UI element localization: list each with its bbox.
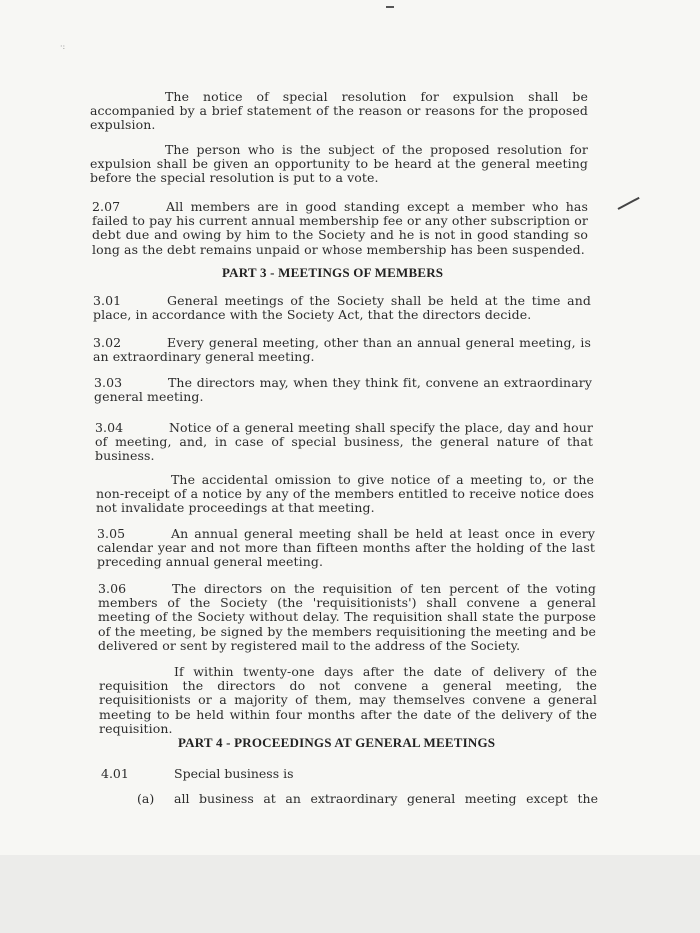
section-3-02	[93, 336, 591, 364]
item-a-text: all business at an extraordinary general meeting except the	[174, 791, 598, 806]
scanner-bed-margin	[0, 855, 700, 933]
part-3-heading: PART 3 - MEETINGS OF MEMBERS	[222, 265, 444, 280]
paragraph-expulsion-hearing: The person who is the subject of the proposed resolution for expulsion shall be given an opportunity to be heard at the general meeting before the special resolution is put to a vote.	[90, 142, 588, 186]
section-2-07	[92, 200, 588, 257]
margin-pen-mark	[618, 197, 640, 210]
section-number: 3.05	[97, 526, 126, 541]
section-3-01	[93, 294, 591, 322]
paragraph-expulsion-notice: The notice of special resolution for expulsion shall be accompanied by a brief statement of the reason or reasons for the proposed expulsion.	[90, 89, 588, 133]
section-number: 3.03	[94, 375, 123, 390]
scan-speck: ·:	[60, 42, 66, 51]
section-4-01-number: 4.01	[101, 766, 129, 781]
paragraph-twenty-one-days: If within twenty-one days after the date of delivery of the requisition the directors do not convene a general meeting, the requisitionists or a majority of them, may themselves convene a general meeting to be held within four months after the date of the delivery of the requisition.	[99, 664, 597, 736]
section-number: 3.04	[95, 420, 124, 435]
scan-mark	[386, 6, 394, 8]
section-3-03	[94, 376, 592, 404]
paragraph-accidental-omission: The accidental omission to give notice of a meeting to, or the non-receipt of a notice by any of the members entitled to receive notice does not invalidate proceedings at that meeting.	[96, 472, 594, 516]
section-3-06	[98, 582, 596, 653]
section-text: The directors on the requisition of ten percent of the voting members of the Society (the 'requisitionists') shall convene a general meeting of the Society without delay. The requisition shall state the purpose of the meeting, be signed by the members requisitioning the meeting and be delivered or sent by registered mail to the address of the Society.	[98, 581, 596, 653]
section-number: 3.01	[93, 293, 122, 308]
section-number: 3.02	[93, 335, 122, 350]
section-text: All members are in good standing except a member who has failed to pay his current annual membership fee or any other subscription or debt due and owing by him to the Society and he is not in good standing so long as the debt remains unpaid or whose membership has been suspended.	[92, 199, 588, 257]
part-4-heading: PART 4 - PROCEEDINGS AT GENERAL MEETINGS	[178, 735, 496, 750]
section-text: Every general meeting, other than an annual general meeting, is an extraordinary general meeting.	[93, 335, 591, 365]
section-3-05	[97, 527, 595, 570]
section-text: An annual general meeting shall be held at least once in every calendar year and not more than fifteen months after the holding of the last preceding annual general meeting.	[97, 526, 595, 570]
section-number: 2.07	[92, 199, 121, 214]
section-4-01-text: Special business is	[174, 766, 294, 781]
section-text: General meetings of the Society shall be held at the time and place, in accordance with the Society Act, that the directors decide.	[93, 293, 591, 323]
section-number: 3.06	[98, 581, 127, 596]
section-text: Notice of a general meeting shall specify the place, day and hour of meeting, and, in case of special business, the general nature of that business.	[95, 420, 593, 464]
section-3-04	[95, 421, 593, 464]
item-a-label: (a)	[137, 791, 155, 806]
section-text: The directors may, when they think fit, convene an extraordinary general meeting.	[94, 375, 592, 405]
